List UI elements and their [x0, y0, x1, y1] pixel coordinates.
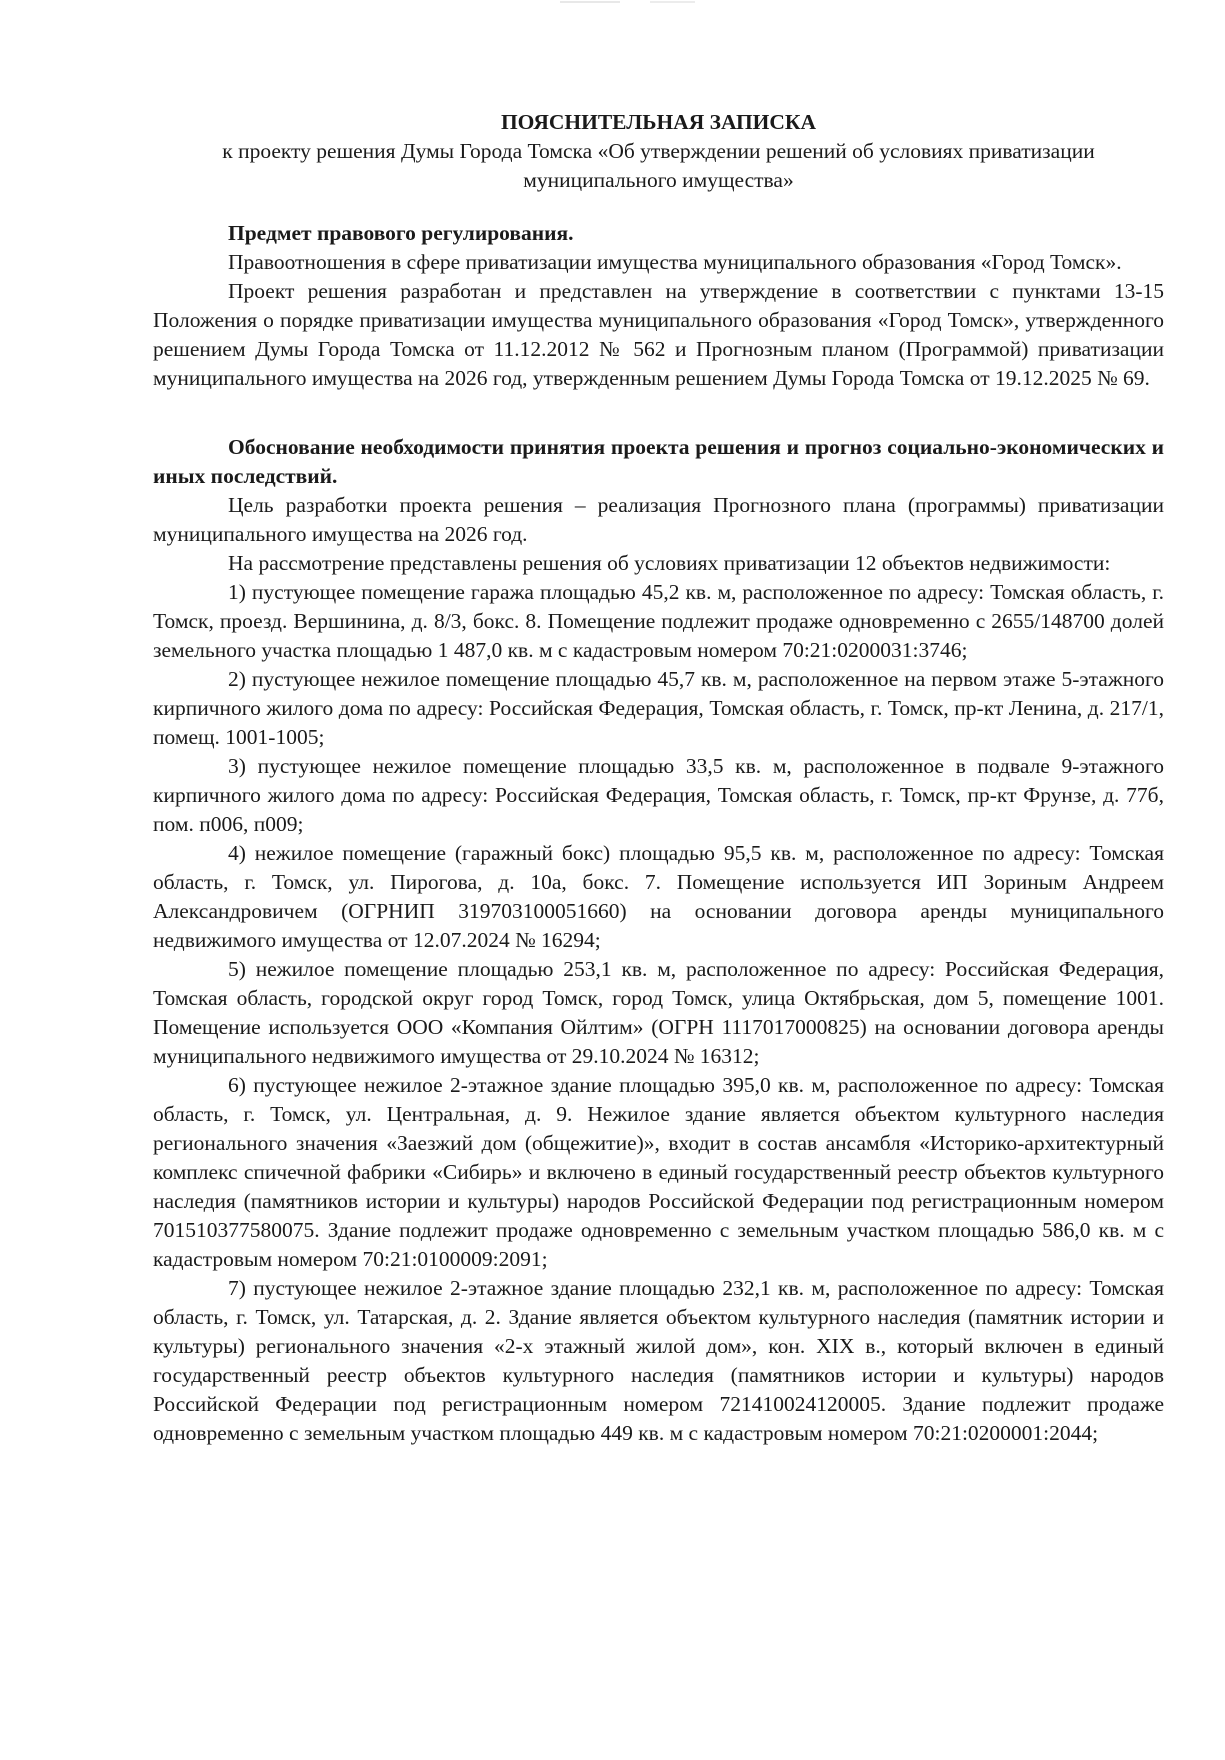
document-subtitle: к проекту решения Думы Города Томска «Об утверждении решений об условиях приватизации муниципального имущества» — [222, 139, 1095, 192]
list-item: 6) пустующее нежилое 2-этажное здание площадью 395,0 кв. м, расположенное по адресу: Томская область, г. Томск, ул. Центральная, д. 9. Нежилое здание является объектом культурного наследия регионального значения «Заезжий дом (общежитие)», входит в состав ансамбля «Историко-архитектурный комплекс спичечной фабрики «Сибирь» и включено в единый государственный реестр объектов культурного наследия (памятников истории и культуры) народов Российской Федерации под регистрационным номером 701510377580075. Здание подлежит продаже одновременно с земельным участком площадью 586,0 кв. м с кадастровым номером 70:21:0100009:2091; — [153, 1073, 1164, 1271]
spacer — [153, 393, 1164, 433]
list-item: 2) пустующее нежилое помещение площадью 45,7 кв. м, расположенное на первом этаже 5-этажного кирпичного жилого дома по адресу: Российская Федерация, Томская область, г. Томск, пр-кт Ленина, д. 217/1, помещ. 1001-1005; — [153, 667, 1164, 749]
document-title: ПОЯСНИТЕЛЬНАЯ ЗАПИСКА — [500, 110, 817, 134]
paragraph: Правоотношения в сфере приватизации имущества муниципального образования «Город Томск». — [228, 250, 1122, 274]
list-item: 1) пустующее помещение гаража площадью 45,2 кв. м, расположенное по адресу: Томская область, г. Томск, проезд. Вершинина, д. 8/3, бокс. 8. Помещение подлежит продаже одновременно с 2655/148700 долей земельного участка площадью 1 487,0 кв. м с кадастровым номером 70:21:0200031:3746; — [153, 580, 1164, 662]
list-item: 5) нежилое помещение площадью 253,1 кв. м, расположенное по адресу: Российская Федерация, Томская область, городской округ город Томск, город Томск, улица Октябрьская, дом 5, помещение 1001. Помещение используется ООО «Компания Ойлтим» (ОГРН 1117017000825) на основании договора аренды муниципального недвижимого имущества от 29.10.2024 № 16312; — [153, 957, 1164, 1068]
section-heading-subject: Предмет правового регулирования. — [228, 221, 574, 245]
section-heading-justification: Обоснование необходимости принятия проекта решения и прогноз социально-экономических и иных последствий. — [153, 435, 1164, 488]
spacer — [153, 195, 1164, 219]
list-item: 3) пустующее нежилое помещение площадью 33,5 кв. м, расположенное в подвале 9-этажного кирпичного жилого дома по адресу: Российская Федерация, Томская область, г. Томск, пр-кт Фрунзе, д. 77б, пом. п006, п009; — [153, 754, 1164, 836]
list-item: 7) пустующее нежилое 2-этажное здание площадью 232,1 кв. м, расположенное по адресу: Томская область, г. Томск, ул. Татарская, д. 2. Здание является объектом культурного наследия (памятник истории и культуры) регионального значения «2-х этажный жилой дом», кон. XIX в., который включен в единый государственный реестр объектов культурного наследия (памятников истории и культуры) народов Российской Федерации под регистрационным номером 721410024120005. Здание подлежит продаже одновременно с земельным участком площадью 449 кв. м с кадастровым номером 70:21:0200001:2044; — [153, 1276, 1164, 1445]
paragraph: На рассмотрение представлены решения об условиях приватизации 12 объектов недвижимости: — [228, 551, 1111, 575]
paragraph: Цель разработки проекта решения – реализация Прогнозного плана (программы) приватизации муниципального имущества на 2026 год. — [153, 493, 1164, 546]
document-body — [153, 108, 1164, 1448]
list-item: 4) нежилое помещение (гаражный бокс) площадью 95,5 кв. м, расположенное по адресу: Томская область, г. Томск, ул. Пирогова, д. 10а, бокс. 7. Помещение используется ИП Зориным Андреем Александровичем (ОГРНИП 319703100051660) на основании договора аренды муниципального недвижимого имущества от 12.07.2024 № 16294; — [153, 841, 1164, 952]
scan-artifact — [540, 0, 740, 6]
paragraph: Проект решения разработан и представлен на утверждение в соответствии с пунктами 13-15 Положения о порядке приватизации имущества муниципального образования «Город Томск», утвержденного решением Думы Города Томска от 11.12.2012 № 562 и Прогнозным планом (Программой) приватизации муниципального имущества на 2026 год, утвержденным решением Думы Города Томска от 19.12.2025 № 69. — [153, 279, 1164, 390]
